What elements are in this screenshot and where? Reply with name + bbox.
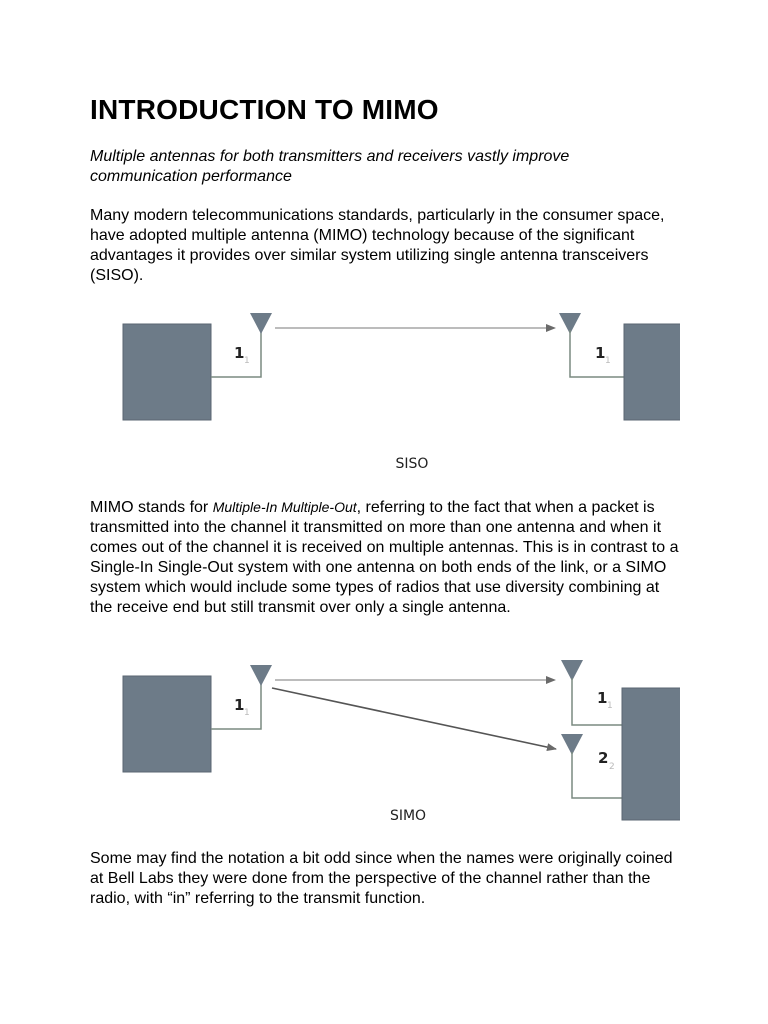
siso-caption: SISO: [395, 456, 429, 472]
simo-diagram-svg: [90, 652, 680, 836]
page-subtitle: Multiple antennas for both transmitters and receivers vastly improve communication performance: [90, 148, 570, 185]
page-title: INTRODUCTION TO MIMO: [90, 94, 439, 125]
simo-rx1-label: 1: [597, 689, 608, 707]
siso-tx-label: 1: [234, 344, 245, 362]
siso-tx-antenna-icon: [250, 313, 272, 334]
simo-rx-feed-line-2: [572, 752, 622, 798]
simo-caption: SIMO: [389, 808, 427, 824]
simo-rx1-sublabel: 1: [607, 701, 613, 711]
paragraph-mimo-prefix: MIMO stands for: [90, 499, 213, 516]
simo-rx2-label: 2: [598, 749, 609, 767]
simo-diagram: [90, 652, 680, 836]
simo-transmitter-block: [123, 676, 211, 772]
simo-receiver-block: [622, 688, 680, 820]
siso-diagram-svg: [90, 300, 680, 482]
simo-tx-sublabel: 1: [244, 708, 250, 718]
simo-tx-antenna-icon: [250, 665, 272, 686]
paragraph-intro: Many modern telecommunications standards, particularly in the consumer space, have adopted multiple antenna (MIMO) technology because of the significant advantages it provides over similar system utilizing single antenna transceivers (SISO).: [90, 207, 665, 284]
siso-tx-sublabel: 1: [244, 356, 250, 366]
paragraph-mimo-suffix: , referring to the fact that when a packet is transmitted into the channel it transmitted on more than one antenna and when it comes out of the channel it is received on multiple antennas. This is in contrast to a Single-In Single-Out system with one antenna on both ends of the link, or a SIMO system which would include some types of radios that use diversity combining at the receive end but still transmit over only a single antenna.: [90, 499, 679, 616]
siso-rx-sublabel: 1: [605, 356, 611, 366]
simo-rx2-sublabel: 2: [609, 762, 615, 772]
simo-rx-antenna-1-icon: [561, 660, 583, 681]
simo-tx-label: 1: [234, 696, 245, 714]
simo-rx-antenna-2-icon: [561, 734, 583, 755]
paragraph-mimo-term: Multiple-In Multiple-Out: [212, 499, 357, 515]
siso-rx-label: 1: [595, 344, 606, 362]
paragraph-mimo-definition: [90, 497, 680, 618]
siso-transmitter-block: [123, 324, 211, 420]
siso-diagram: [90, 300, 680, 482]
paragraph-notation: Some may find the notation a bit odd since when the names were originally coined at Bell Labs they were done from the perspective of the channel rather than the radio, with “in” referring to the transmit function.: [90, 850, 673, 907]
siso-receiver-block: [624, 324, 680, 420]
simo-link-arrow-2: [272, 688, 556, 749]
